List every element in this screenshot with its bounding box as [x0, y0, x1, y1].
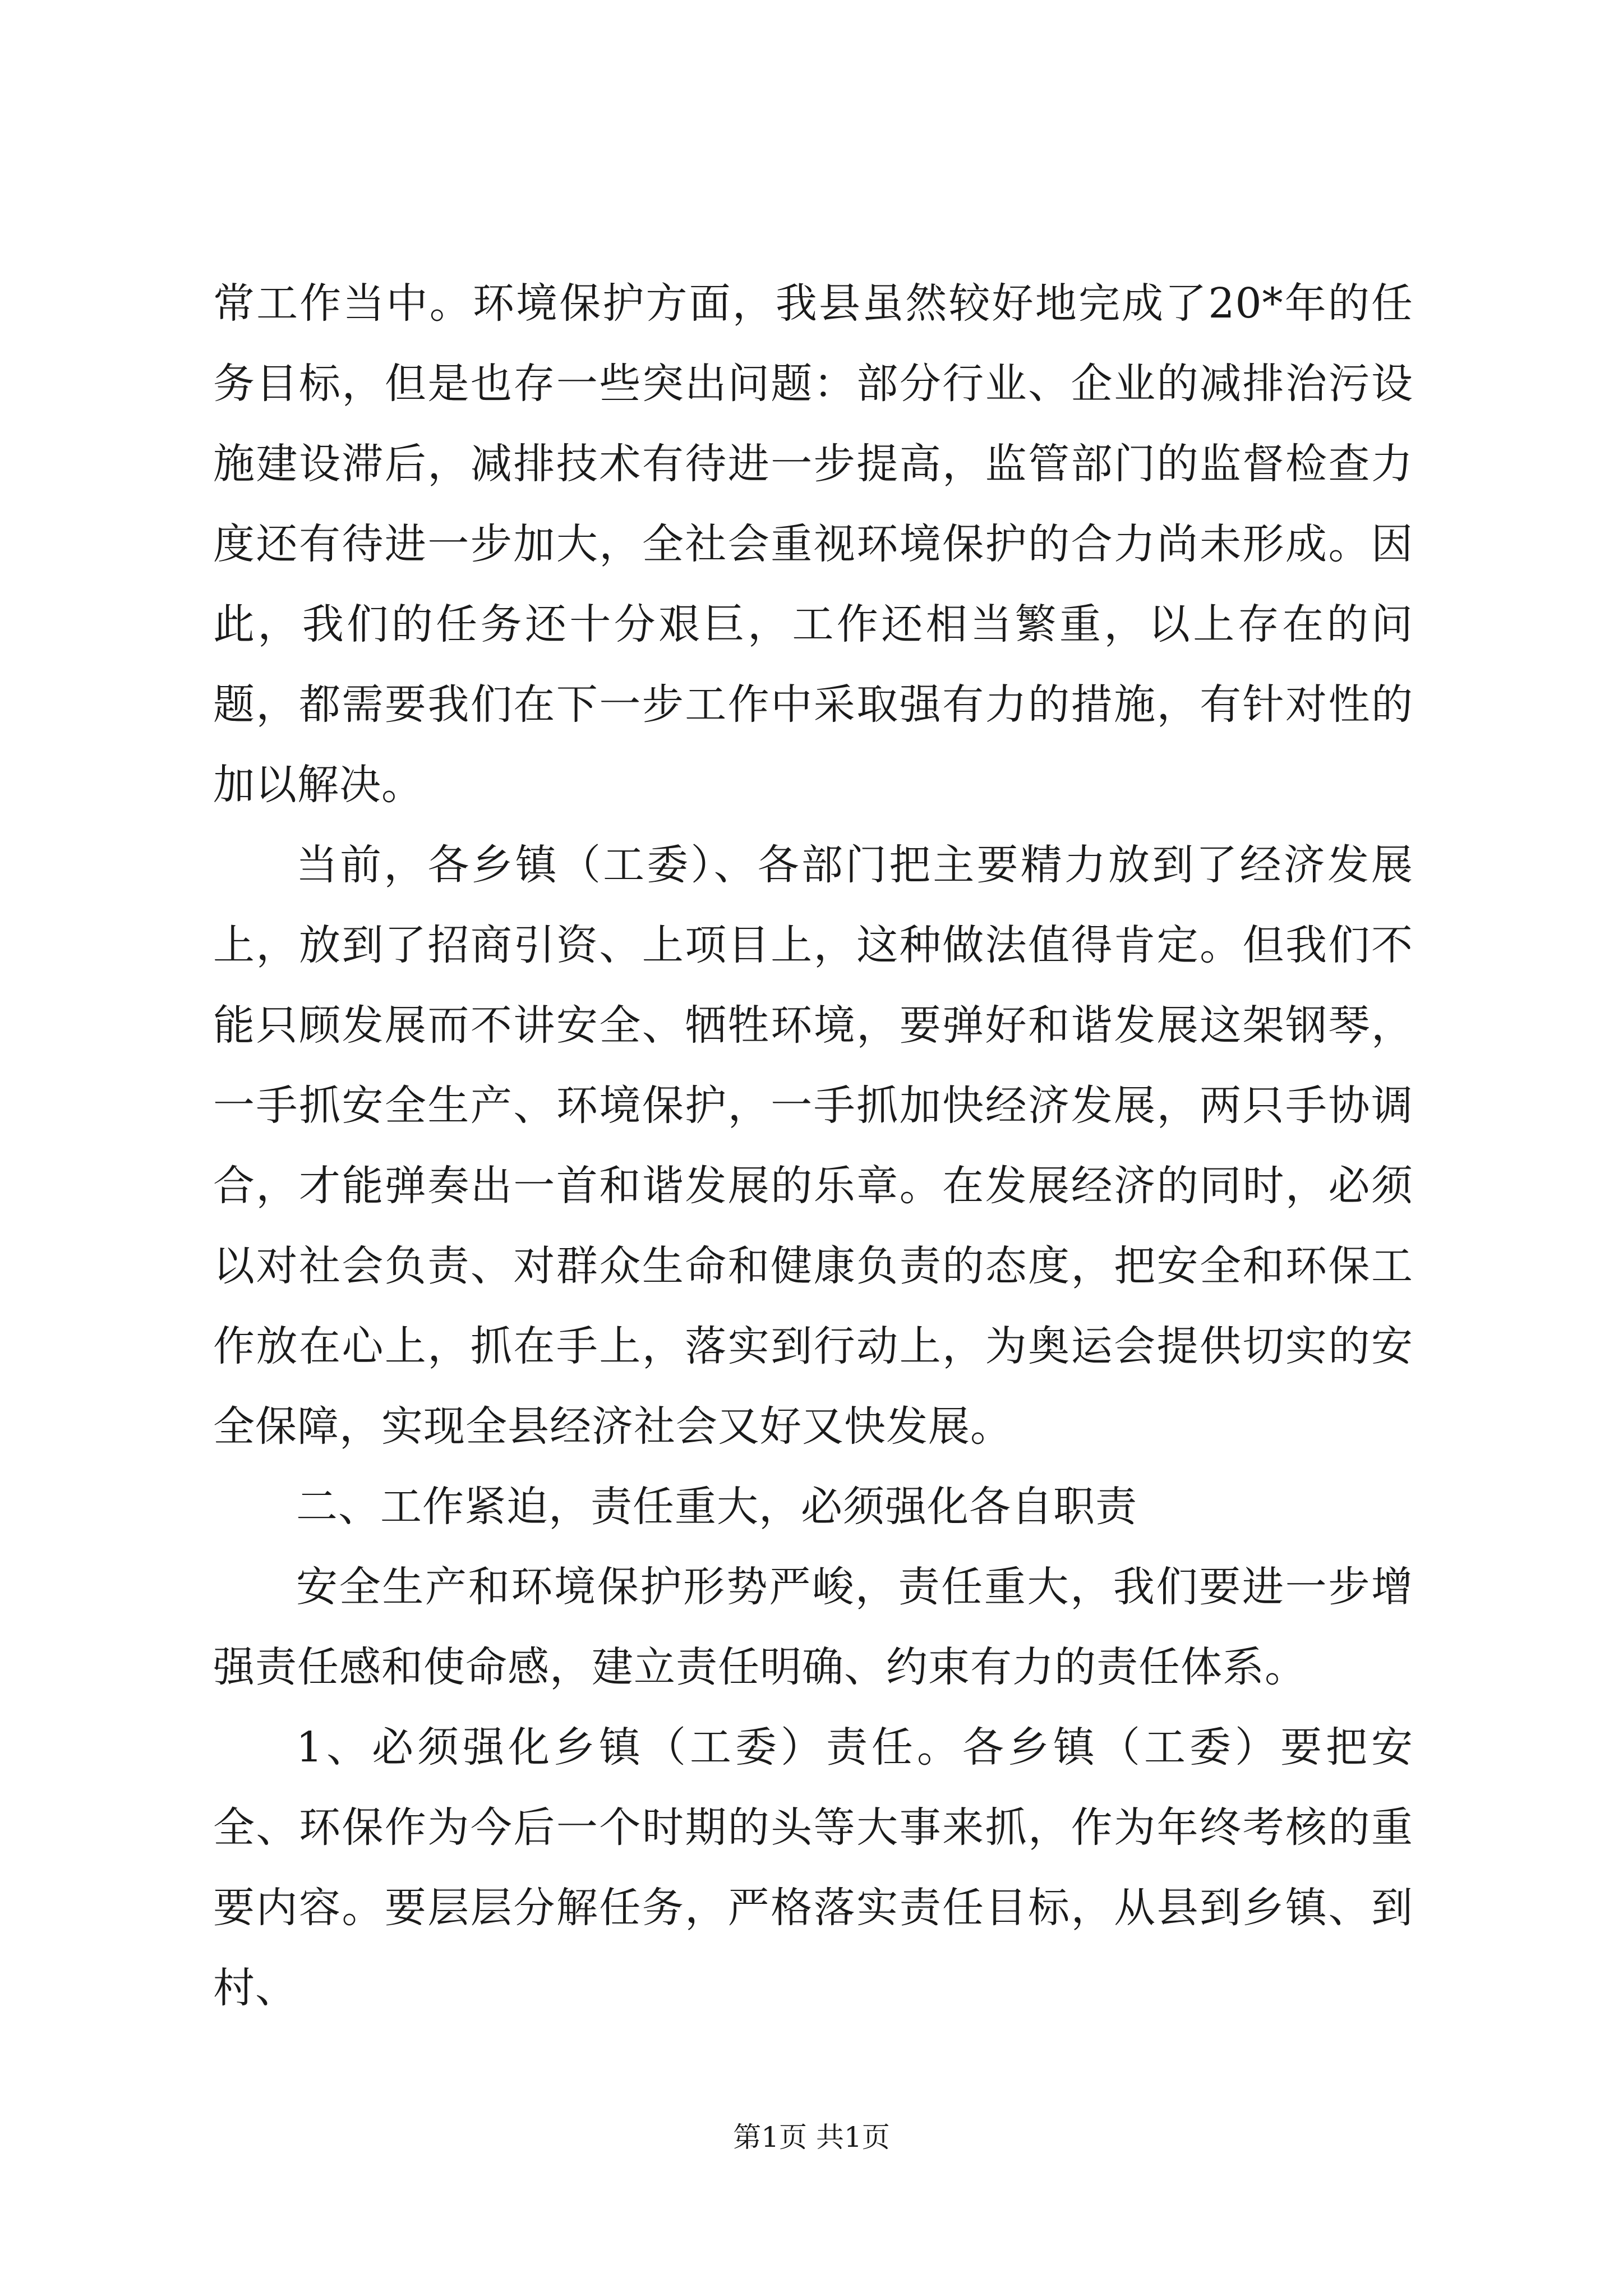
paragraph-2: 当前，各乡镇（工委）、各部门把主要精力放到了经济发展上，放到了招商引资、上项目上，这种做法值得肯定。但我们不能只顾发展而不讲安全、牺牲环境，要弹好和谐发展这架钢琴，一手抓安全生产、环境保护，一手抓加快经济发展，两只手协调合，才能弹奏出一首和谐发展的乐章。在发展经济的同时，必须以对社会负责、对群众生命和健康负责的态度，把安全和环保工作放在心上，抓在手上，落实到行动上，为奥运会提供切实的安全保障，实现全县经济社会又好又快发展。	[213, 841, 1413, 1451]
section-heading: 二、工作紧迫，责任重大，必须强化各自职责	[296, 1483, 1137, 1531]
page-footer: 第1页 共1页	[733, 2121, 890, 2154]
document-body	[213, 264, 1413, 2028]
paragraph-3: 安全生产和环境保护形势严峻，责任重大，我们要进一步增强责任感和使命感，建立责任明确、约束有力的责任体系。	[213, 1563, 1413, 1691]
paragraph-4: 1、必须强化乡镇（工委）责任。各乡镇（工委）要把安全、环保作为今后一个时期的头等大事来抓，作为年终考核的重要内容。要层层分解任务，严格落实责任目标，从县到乡镇、到村、	[213, 1723, 1413, 2012]
paragraph-1: 常工作当中。环境保护方面，我县虽然较好地完成了20*年的任务目标，但是也存一些突出问题：部分行业、企业的减排治污设施建设滞后，减排技术有待进一步提高，监管部门的监督检查力度还有待进一步加大，全社会重视环境保护的合力尚未形成。因此，我们的任务还十分艰巨，工作还相当繁重，以上存在的问题，都需要我们在下一步工作中采取强有力的措施，有针对性的加以解决。	[213, 279, 1413, 809]
